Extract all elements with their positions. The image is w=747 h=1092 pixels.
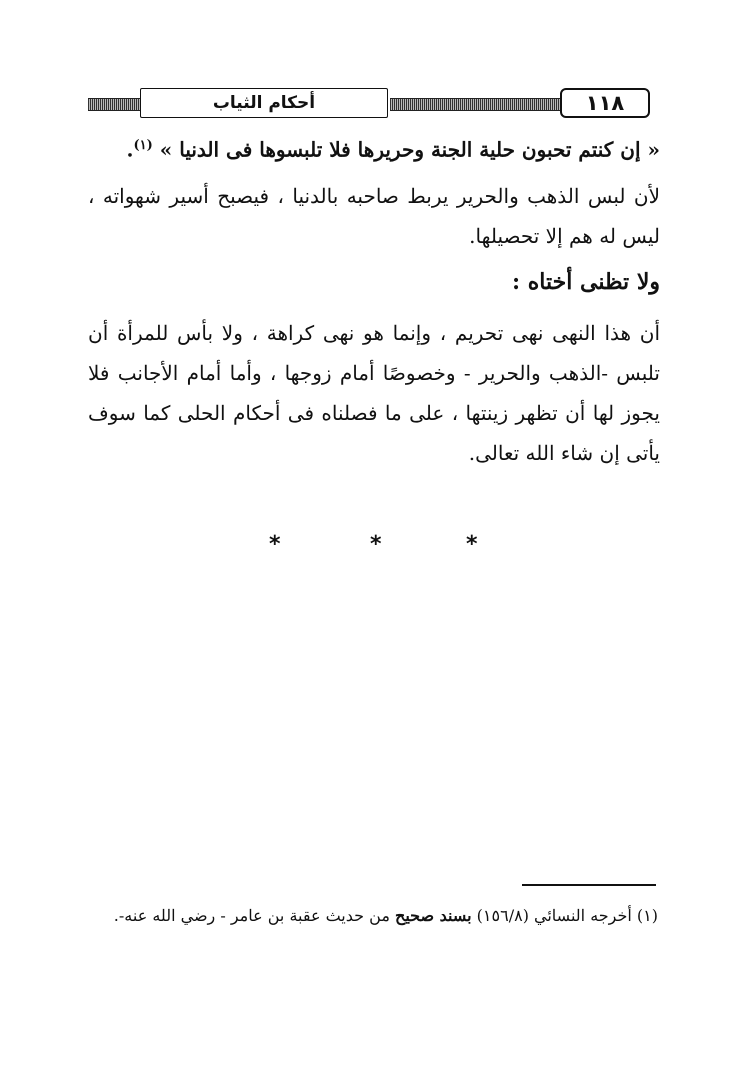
section-heading: ولا تظنى أختاه : (512, 269, 660, 295)
separator-star: * (466, 532, 478, 557)
paragraph: لأن لبس الذهب والحرير يربط صاحبه بالدنيا ، فيصبح أسير شهواته ، ليس له هم إلا تحصيلها. (88, 184, 660, 248)
footnote-citation: (١) أخرجه النسائي (١٥٦/٨) (476, 906, 658, 925)
running-title (140, 88, 388, 118)
footnote-grading: بسند صحيح (394, 906, 472, 925)
footnote-divider (522, 884, 656, 886)
footnote-source: من حديث عقبة بن عامر - رضي الله عنه-. (113, 906, 390, 925)
hadith-text: « إن كنتم تحبون حلية الجنة وحريرها فلا تلبسوها فى الدنيا » (159, 137, 660, 162)
hadith-quote (88, 126, 660, 170)
page-number (560, 88, 650, 118)
header-ornament-left (88, 98, 140, 111)
separator-star: * (269, 532, 281, 557)
separator-star: * (370, 532, 382, 557)
footnote-reference[interactable]: (١) (133, 138, 153, 153)
hadith-end-punctuation: . (126, 137, 134, 162)
page-number-text: ١١٨ (585, 91, 625, 115)
paragraph: أن هذا النهى نهى تحريم ، وإنما هو نهى كراهة ، ولا بأس للمرأة أن تلبس -الذهب والحرير - وخصوصًا أمام زوجها ، وأما أمام الأجانب فلا يجوز لها أن تظهر زينتها ، على ما فصلناه فى أحكام الحلى كما سوف يأتى إن شاء الله تعالى. (88, 321, 660, 465)
page-header (88, 88, 658, 118)
running-title-text: أحكام الثياب (212, 93, 316, 113)
footnote (96, 898, 658, 934)
section-separator (0, 532, 747, 562)
